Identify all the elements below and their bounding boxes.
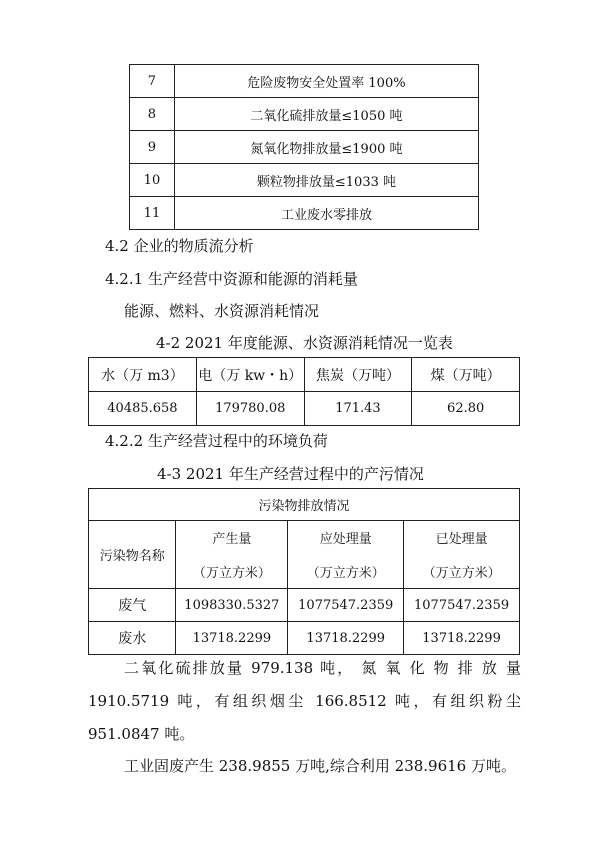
- table-row: [89, 622, 520, 655]
- section-heading-4-2-2: 4.2.2 生产经营过程中的环境负荷: [105, 432, 328, 450]
- table-row: [89, 392, 520, 426]
- header-coal: 煤（万吨）: [412, 358, 520, 392]
- row-number: 11: [130, 197, 175, 230]
- table-row: [130, 65, 479, 98]
- header-generated: 产生量: [176, 521, 288, 555]
- row-number: 8: [130, 98, 175, 131]
- table-header-row: [89, 521, 520, 555]
- treated-value: 1077547.2359: [404, 589, 520, 622]
- header-treated: 已处理量: [404, 521, 520, 555]
- table-header-row: [89, 358, 520, 392]
- target-text: 危险废物安全处置率 100%: [174, 65, 478, 98]
- pollutant-name: 废水: [89, 622, 176, 655]
- value-coke: 171.43: [304, 392, 412, 426]
- energy-paragraph: 能源、燃料、水资源消耗情况: [124, 302, 320, 320]
- header-water: 水（万 m3）: [89, 358, 197, 392]
- pollutant-name: 废气: [89, 589, 176, 622]
- row-number: 10: [130, 164, 175, 197]
- header-pollutant-name: 污染物名称: [89, 521, 176, 589]
- to-treat-value: 1077547.2359: [288, 589, 404, 622]
- energy-table: [88, 357, 520, 426]
- table-row: [130, 164, 479, 197]
- table-caption-4-2: 4-2 2021 年度能源、水资源消耗情况一览表: [156, 334, 453, 352]
- row-number: 9: [130, 131, 175, 164]
- header-treated-unit: （万立方米）: [404, 555, 520, 589]
- target-text: 氮氧化物排放量≤1900 吨: [174, 131, 478, 164]
- pollution-table: [88, 488, 520, 655]
- header-electricity: 电（万 kw・h）: [196, 358, 304, 392]
- section-heading-4-2-1: 4.2.1 生产经营中资源和能源的消耗量: [105, 270, 358, 288]
- table-row: [130, 131, 479, 164]
- solid-waste-paragraph: 工业固废产生 238.9855 万吨,综合利用 238.9616 万吨。: [124, 757, 516, 775]
- target-text: 颗粒物排放量≤1033 吨: [174, 164, 478, 197]
- table-row: [130, 98, 479, 131]
- table-caption-4-3: 4-3 2021 年生产经营过程中的产污情况: [157, 465, 424, 483]
- treated-value: 13718.2299: [404, 622, 520, 655]
- target-text: 二氧化硫排放量≤1050 吨: [174, 98, 478, 131]
- header-to-treat: 应处理量: [288, 521, 404, 555]
- table-title-row: [89, 489, 520, 521]
- value-electricity: 179780.08: [196, 392, 304, 426]
- row-number: 7: [130, 65, 175, 98]
- generated-value: 13718.2299: [176, 622, 288, 655]
- emissions-paragraph-line: 二氧化硫排放量 979.138 吨， 氮 氧 化 物 排 放 量: [124, 659, 521, 677]
- header-generated-unit: （万立方米）: [176, 555, 288, 589]
- to-treat-value: 13718.2299: [288, 622, 404, 655]
- target-text: 工业废水零排放: [174, 197, 478, 230]
- table-row: [130, 197, 479, 230]
- value-coal: 62.80: [412, 392, 520, 426]
- section-heading-4-2: 4.2 企业的物质流分析: [105, 237, 254, 255]
- emissions-paragraph-line: 1910.5719 吨，有组织烟尘 166.8512 吨，有组织粉尘: [88, 692, 521, 710]
- header-to-treat-unit: （万立方米）: [288, 555, 404, 589]
- header-coke: 焦炭（万吨）: [304, 358, 412, 392]
- value-water: 40485.658: [89, 392, 197, 426]
- table-row: [89, 589, 520, 622]
- generated-value: 1098330.5327: [176, 589, 288, 622]
- table-title: 污染物排放情况: [89, 489, 520, 521]
- targets-table: [129, 64, 479, 230]
- emissions-paragraph-line: 951.0847 吨。: [88, 725, 195, 743]
